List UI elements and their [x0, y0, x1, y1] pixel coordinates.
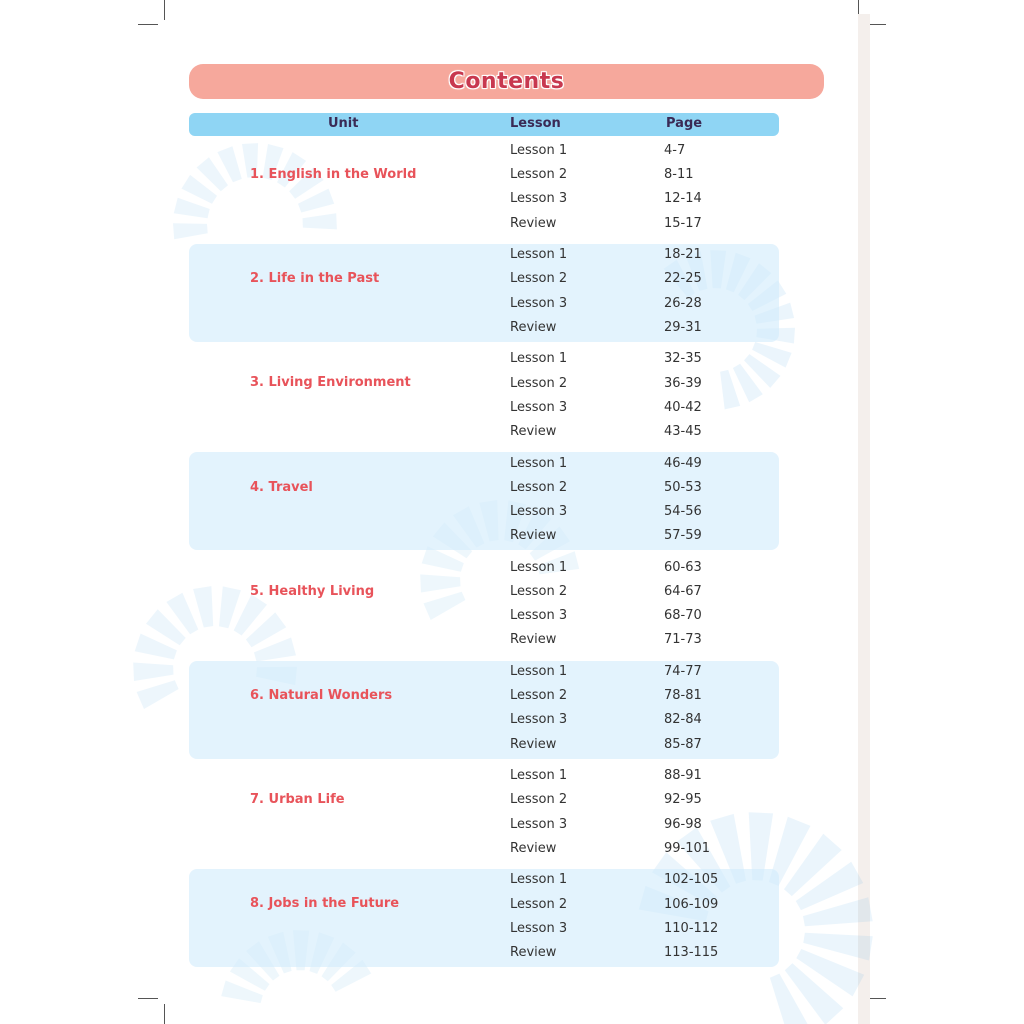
lesson-cell: Lesson 2 [510, 792, 568, 808]
page-range-cell: 26-28 [664, 295, 702, 311]
sunburst-ray [173, 223, 208, 239]
contents-title-bar [189, 64, 824, 99]
sunburst-ray [182, 175, 218, 204]
unit-title: 5. Healthy Living [250, 583, 375, 599]
page-range-cell: 113-115 [664, 945, 719, 960]
sunburst-ray [219, 586, 241, 628]
page-range-cell: 40-42 [664, 399, 702, 415]
page-range-cell: 15-17 [664, 215, 702, 231]
page-range-cell: 78-81 [664, 688, 702, 704]
page-range-cell: 71-73 [664, 632, 702, 648]
lesson-cell: Lesson 3 [510, 712, 568, 728]
page-range-cell: 12-14 [664, 191, 702, 207]
lesson-cell: Lesson 3 [510, 608, 568, 624]
sunburst-ray [254, 638, 296, 662]
sunburst-ray [752, 342, 792, 368]
lesson-cell: Lesson 2 [510, 896, 568, 912]
lesson-cell: Lesson 1 [510, 143, 568, 158]
lesson-cell: Lesson 2 [510, 479, 568, 495]
sunburst-ray [733, 364, 763, 403]
sunburst-ray [420, 574, 460, 592]
lesson-cell: Lesson 1 [510, 247, 568, 263]
crop-mark [138, 998, 158, 999]
sunburst-ray [133, 663, 173, 682]
sunburst-ray [422, 546, 464, 572]
lesson-cell: Lesson 2 [510, 271, 568, 287]
page-range-cell: 8-11 [664, 167, 694, 183]
lesson-cell: Lesson 1 [510, 351, 568, 367]
page-range-cell: 60-63 [664, 559, 702, 575]
page-range-cell: 57-59 [664, 528, 702, 544]
sunburst-ray [174, 198, 210, 219]
page-range-cell: 54-56 [664, 504, 702, 519]
unit-title: 4. Travel [250, 479, 313, 495]
lesson-cell: Lesson 2 [510, 688, 568, 704]
sunburst-ray [784, 834, 842, 896]
page-range-cell: 29-31 [664, 319, 702, 335]
page-range-cell: 102-105 [664, 872, 719, 888]
page-range-cell: 36-39 [664, 375, 702, 391]
lesson-cell: Lesson 1 [510, 559, 568, 575]
crop-mark [138, 24, 158, 25]
page-range-cell: 110-112 [664, 920, 719, 936]
page-range-cell: 106-109 [664, 896, 719, 912]
unit-title: 7. Urban Life [250, 792, 345, 808]
header-unit: Unit [328, 116, 359, 131]
sunburst-ray [135, 634, 177, 660]
lesson-cell: Lesson 3 [510, 191, 568, 207]
page-range-cell: 74-77 [664, 664, 702, 679]
page-range-cell: 22-25 [664, 271, 702, 287]
sunburst-ray [246, 612, 286, 647]
unit-title: 3. Living Environment [250, 375, 411, 391]
unit-title: 6. Natural Wonders [250, 688, 393, 703]
unit-title: 2. Life in the Past [250, 271, 380, 287]
lesson-cell: Review [510, 945, 557, 960]
unit-title: 1. English in the World [250, 167, 417, 182]
sunburst-ray [221, 981, 263, 1004]
page-range-cell: 64-67 [664, 584, 702, 599]
lesson-cell: Lesson 3 [510, 399, 568, 415]
sunburst-ray [217, 146, 241, 182]
sunburst-ray [137, 680, 179, 709]
lesson-cell: Review [510, 424, 557, 439]
sunburst-ray [720, 370, 740, 410]
page-range-cell: 46-49 [664, 455, 702, 471]
page-range-cell: 4-7 [664, 143, 686, 158]
lesson-cell: Lesson 1 [510, 664, 568, 679]
lesson-cell: Lesson 3 [510, 295, 568, 311]
sunburst-ray [796, 949, 864, 996]
table-header [189, 113, 779, 136]
lesson-cell: Review [510, 215, 557, 231]
header-page: Page [666, 116, 703, 131]
page-range-cell: 32-35 [664, 351, 702, 367]
lesson-cell: Lesson 3 [510, 920, 568, 936]
page-edge [858, 14, 870, 1024]
sunburst-ray [298, 189, 334, 213]
page-range-cell: 43-45 [664, 424, 702, 439]
page-range-cell: 82-84 [664, 712, 702, 728]
crop-mark [164, 0, 165, 20]
sunburst-ray [197, 157, 228, 191]
lesson-cell: Lesson 1 [510, 872, 568, 888]
page-range-cell: 96-98 [664, 816, 702, 832]
lesson-cell: Review [510, 319, 557, 335]
crop-mark [164, 1004, 165, 1024]
page-range-cell: 18-21 [664, 247, 702, 263]
lesson-cell: Lesson 1 [510, 455, 568, 471]
page-range-cell: 92-95 [664, 792, 702, 808]
lesson-cell: Review [510, 632, 557, 648]
page-range-cell: 85-87 [664, 736, 702, 752]
lesson-cell: Lesson 3 [510, 816, 568, 832]
lesson-cell: Lesson 2 [510, 167, 568, 183]
sunburst-ray [744, 354, 781, 388]
page-range-cell: 68-70 [664, 608, 702, 624]
unit-title: 8. Jobs in the Future [250, 896, 400, 912]
sunburst-ray [146, 609, 186, 645]
page-title: Contents [448, 69, 565, 94]
page-range-cell: 88-91 [664, 768, 702, 784]
lesson-cell: Lesson 2 [510, 584, 568, 599]
header-lesson: Lesson [510, 116, 561, 131]
lesson-cell: Lesson 2 [510, 375, 568, 391]
sunburst-ray [166, 593, 198, 635]
lesson-cell: Review [510, 528, 557, 544]
page-range-cell: 50-53 [664, 479, 702, 495]
lesson-cell: Review [510, 840, 557, 856]
sunburst-ray [424, 592, 466, 620]
sunburst-ray [193, 586, 213, 627]
page-range-cell: 99-101 [664, 840, 711, 856]
sunburst-ray [796, 862, 863, 910]
lesson-cell: Lesson 3 [510, 504, 568, 519]
sunburst-ray [303, 213, 337, 229]
lesson-cell: Review [510, 736, 557, 752]
lesson-cell: Lesson 1 [510, 768, 568, 784]
sunburst-ray [234, 595, 267, 636]
sunburst-ray [770, 974, 813, 1024]
sunburst-ray [785, 963, 844, 1024]
